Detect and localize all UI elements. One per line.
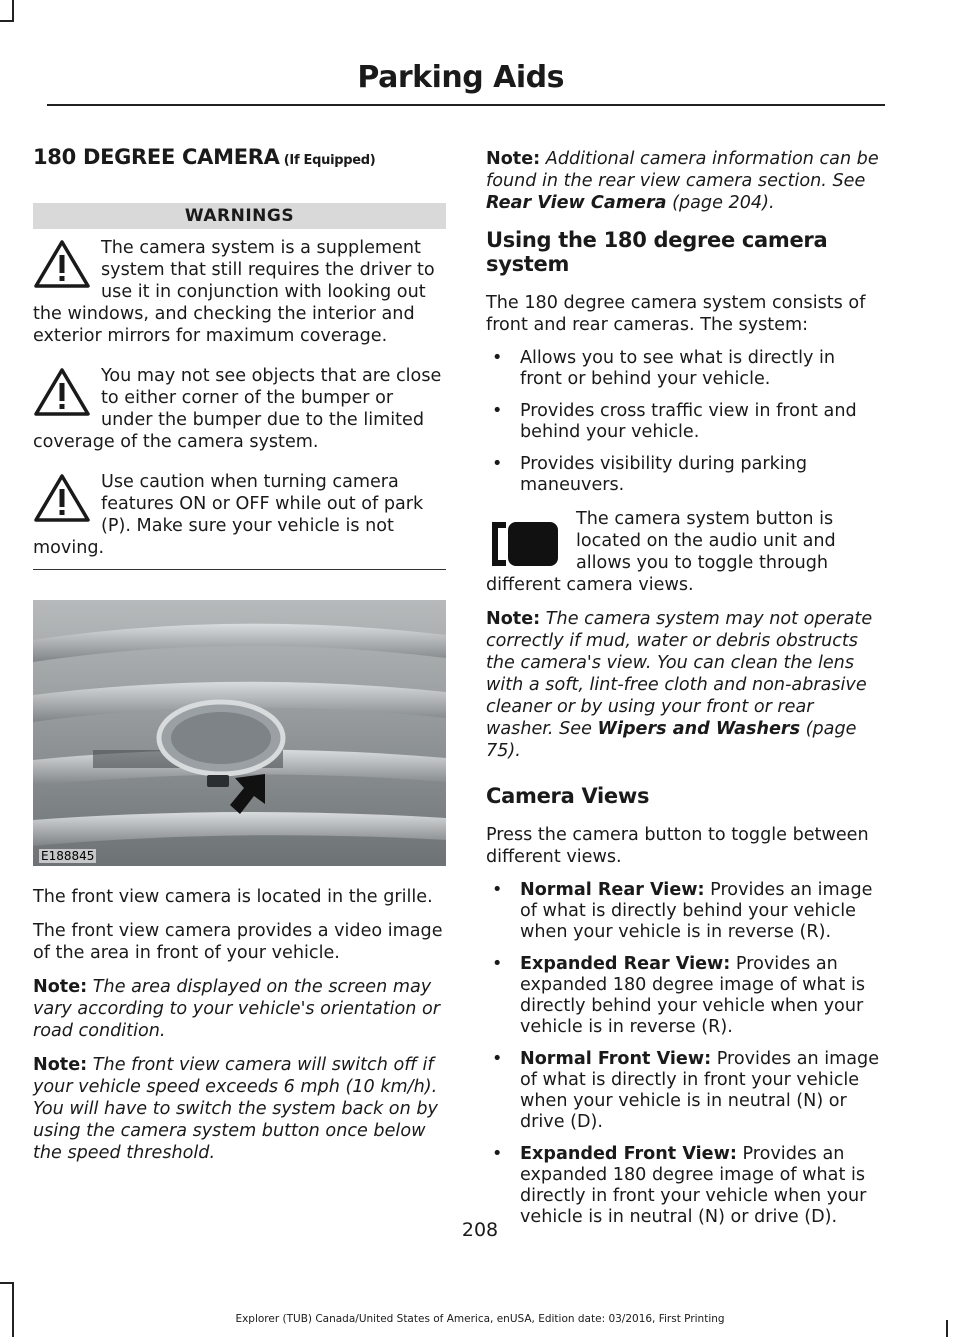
feature-list	[486, 348, 880, 496]
right-column	[486, 148, 880, 1240]
section-header: Parking Aids	[357, 60, 564, 95]
list-item: • Provides visibility during parking maneuvers.	[486, 454, 880, 496]
header-rule	[47, 104, 885, 106]
warning-item	[33, 237, 446, 347]
warning-text: You may not see objects that are close to either corner of the bumper or under the bumper due to the limited coverage of the camera system.	[33, 366, 442, 452]
warning-text: Use caution when turning camera features ON or OFF while out of park (P). Make sure your vehicle is not moving.	[33, 472, 424, 558]
crop-mark-bottom-left-h	[0, 1282, 14, 1284]
note: Note: Additional camera information can be found in the rear view camera section. See Rear View Camera (page 204).	[486, 149, 879, 213]
list-item: • Normal Front View: Provides an image of what is directly in front your vehicle when your vehicle is in neutral (N) or drive (D).	[486, 1049, 880, 1133]
list-item: • Provides cross traffic view in front and behind your vehicle.	[486, 401, 880, 443]
cross-reference-link[interactable]: Rear View Camera	[486, 193, 667, 213]
footer-text: Explorer (TUB) Canada/United States of America, enUSA, Edition date: 03/2016, First Printing	[235, 1313, 725, 1325]
camera-button-icon	[486, 514, 564, 574]
left-column	[33, 145, 446, 1176]
figure-label: E188845	[41, 849, 95, 863]
subsection-heading: Camera Views	[486, 784, 650, 808]
warnings-divider	[33, 569, 446, 570]
cross-reference-link[interactable]: Wipers and Washers	[597, 719, 801, 739]
camera-views-list	[486, 880, 880, 1228]
warning-item	[33, 471, 446, 559]
list-item: • Normal Rear View: Provides an image of what is directly behind your vehicle when your vehicle is in reverse (R).	[486, 880, 880, 943]
section-title: 180 DEGREE CAMERA (If Equipped)	[33, 145, 376, 169]
crop-mark-top-left	[12, 0, 14, 22]
paragraph: The 180 degree camera system consists of front and rear cameras. The system:	[486, 293, 866, 335]
paragraph: The camera system button is located on the audio unit and allows you to toggle through different camera views.	[486, 509, 836, 595]
warning-triangle-icon	[33, 367, 91, 417]
grille-illustration	[33, 600, 446, 866]
warning-triangle-icon	[33, 239, 91, 289]
warnings-heading: WARNINGS	[33, 203, 446, 229]
warning-item	[33, 365, 446, 453]
warning-text: The camera system is a supplement system that still requires the driver to use it in conjunction with looking out the windows, and checking the interior and exterior mirrors for maximum coverage.	[33, 238, 435, 346]
list-item: • Allows you to see what is directly in front or behind your vehicle.	[486, 348, 880, 390]
list-item: • Expanded Front View: Provides an expanded 180 degree image of what is directly in front your vehicle when your vehicle is in neutral (N) or drive (D).	[486, 1144, 880, 1228]
subsection-heading: Using the 180 degree camera system	[486, 228, 828, 276]
paragraph: The front view camera is located in the grille.	[33, 887, 433, 907]
warning-triangle-icon	[33, 473, 91, 523]
page-number: 208	[461, 1219, 499, 1241]
paragraph: Press the camera button to toggle between different views.	[486, 825, 869, 867]
grille-camera-photo	[33, 600, 446, 866]
crop-mark-bottom-left	[12, 1282, 14, 1337]
paragraph: The front view camera provides a video image of the area in front of your vehicle.	[33, 921, 443, 963]
camera-button-description	[486, 508, 880, 596]
note: Note: The camera system may not operate correctly if mud, water or debris obstructs the camera's view. You can clean the lens with a soft, lint-free cloth and non-abrasive cleaner or by using your front or rear washer. See Wipers and Washers (page 75).	[486, 609, 873, 761]
crop-mark-top-left-h	[0, 20, 14, 22]
note: Note: The front view camera will switch off if your vehicle speed exceeds 6 mph (10 km/h). You will have to switch the system back on by using the camera system button once below the speed threshold.	[33, 1055, 438, 1163]
note: Note: The area displayed on the screen may vary according to your vehicle's orientation or road condition.	[33, 977, 441, 1041]
list-item: • Expanded Rear View: Provides an expanded 180 degree image of what is directly behind your vehicle when your vehicle is in reverse (R).	[486, 954, 880, 1038]
